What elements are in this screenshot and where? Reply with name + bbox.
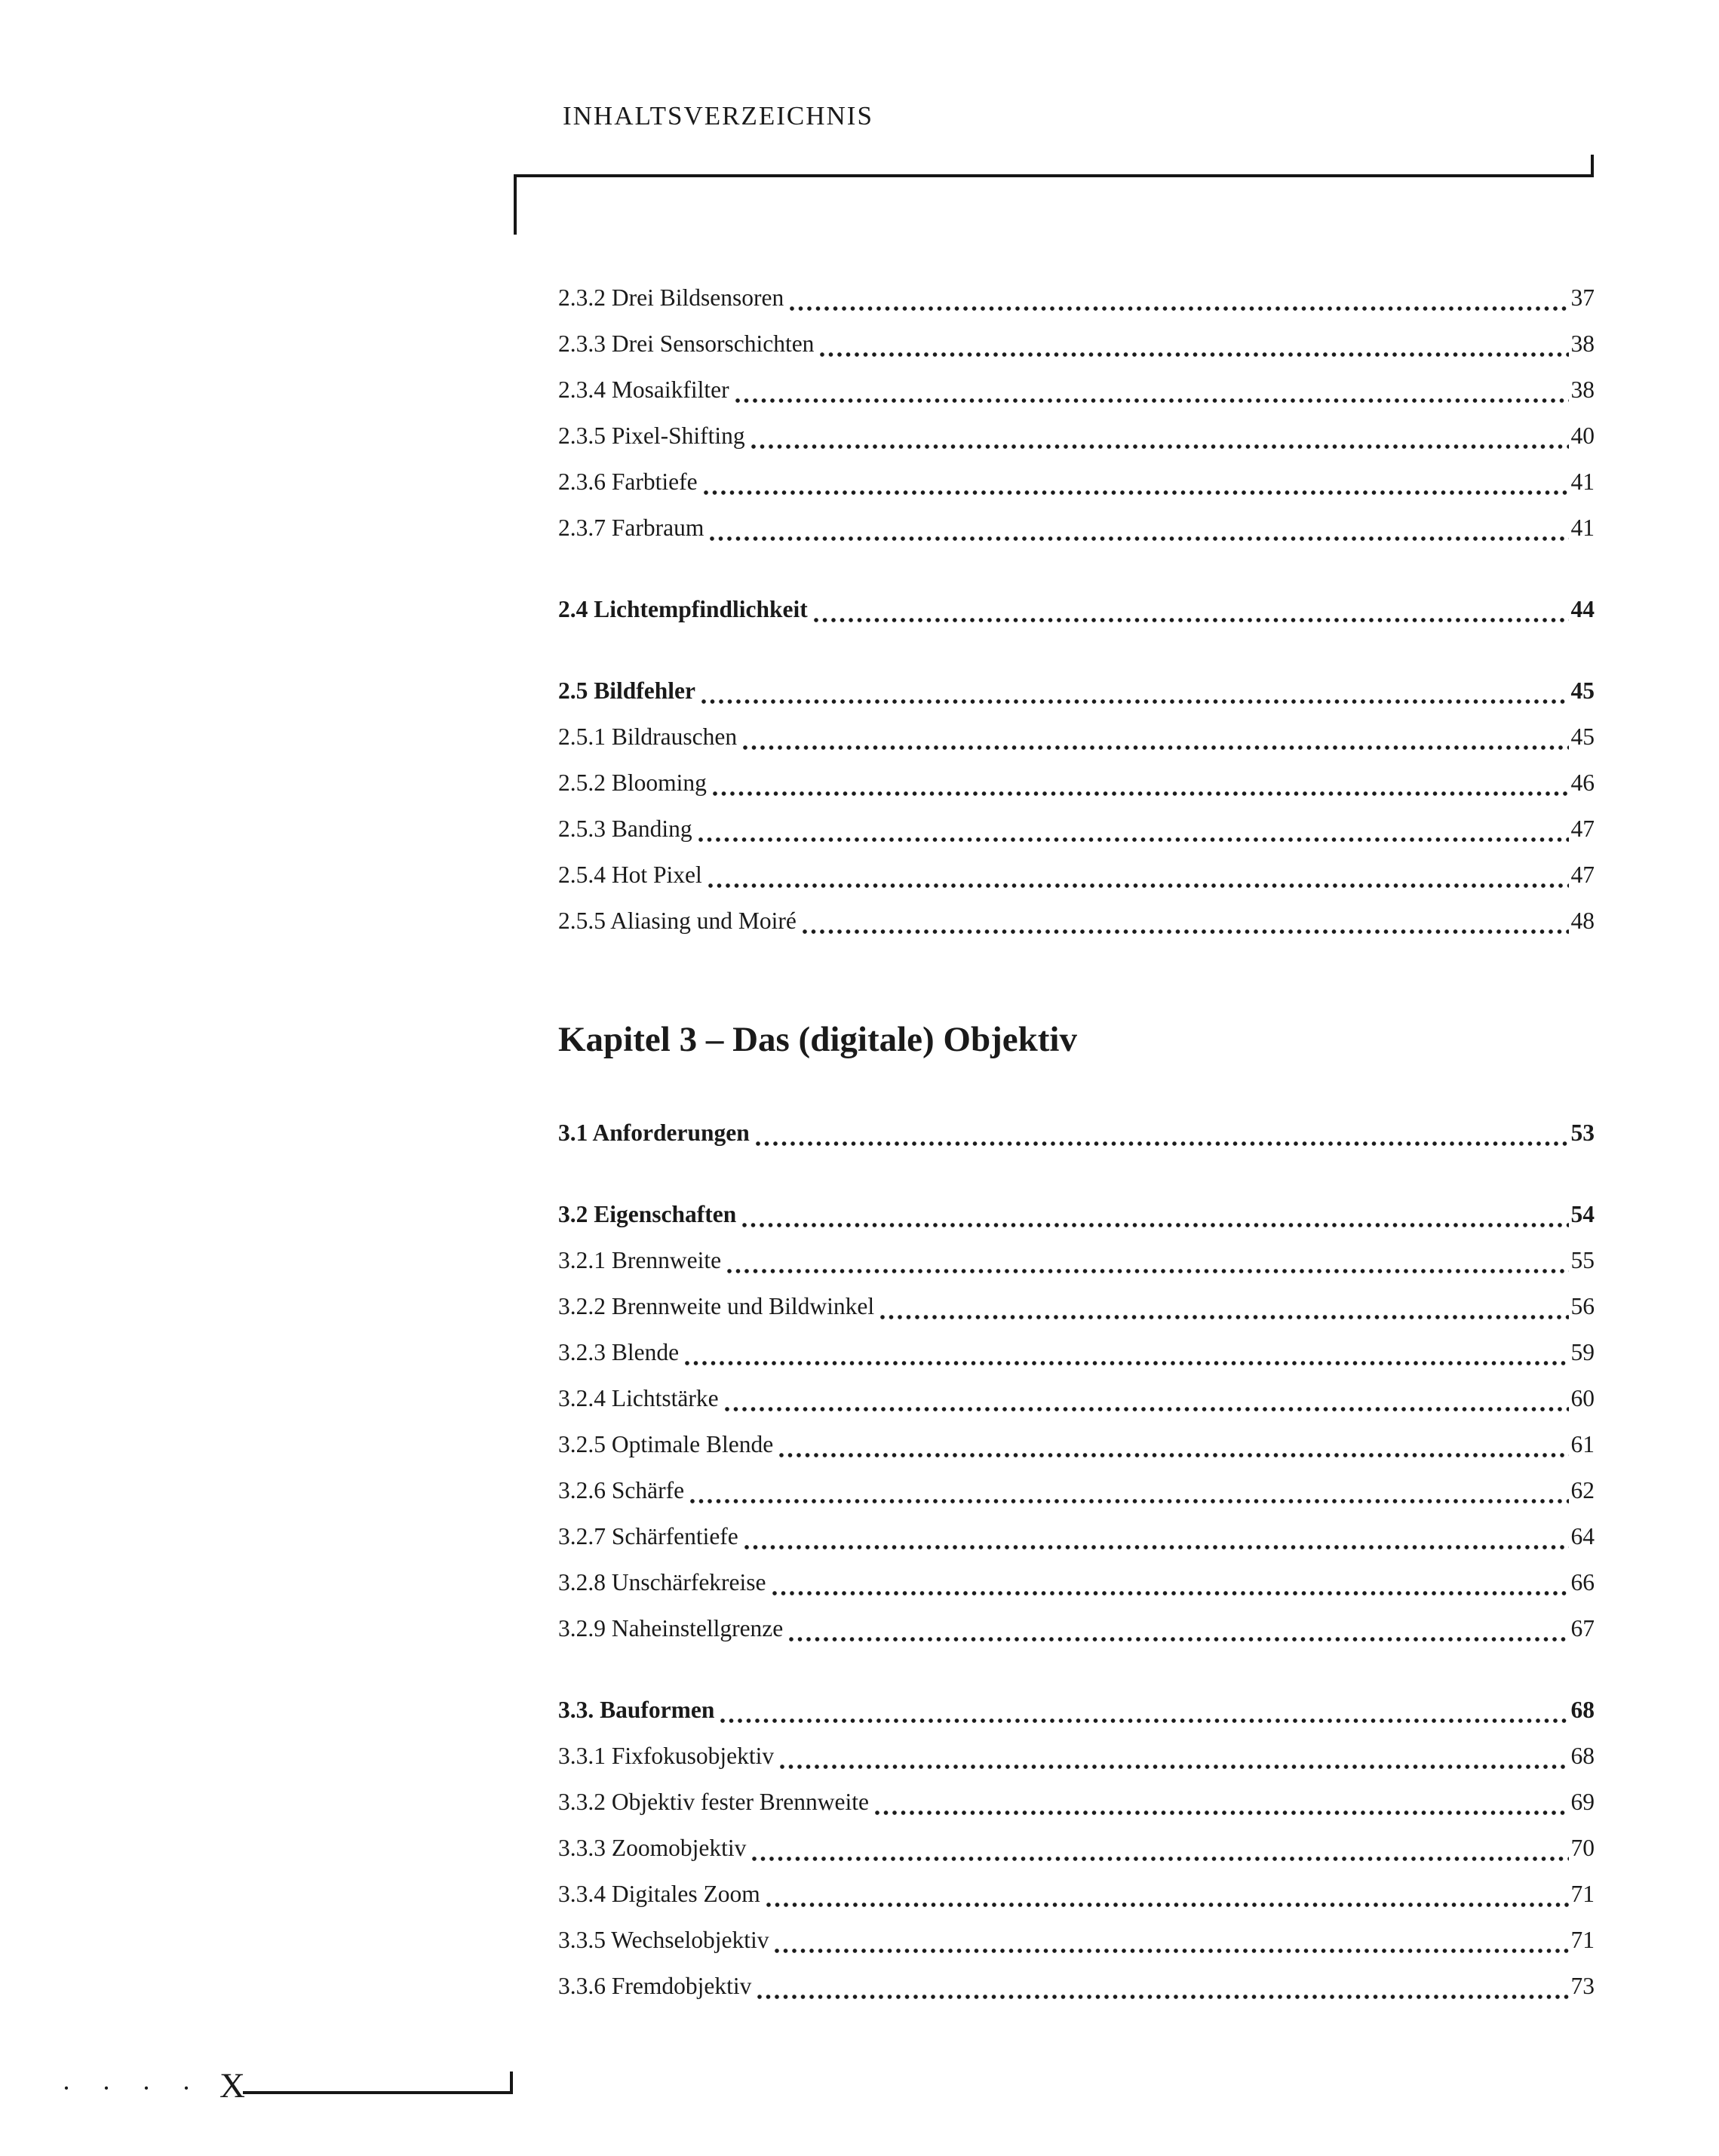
dot-leader [752,1854,1568,1863]
toc-entry-page: 60 [1570,1385,1595,1411]
dot-leader [685,1359,1568,1368]
page-number-roman: X [219,2066,245,2105]
toc-entry [558,1421,1595,1467]
toc-entry-label: 3.2.3 Blende [558,1339,680,1365]
toc-entry-page: 47 [1570,861,1595,888]
toc-entry-page: 62 [1570,1477,1595,1503]
dot-leader [735,396,1569,405]
dot-leader [743,743,1568,752]
toc-entry [558,367,1595,413]
toc-group [558,586,1595,632]
toc-entry [558,1687,1595,1733]
toc-entry [558,806,1595,852]
chapter-heading: Kapitel 3 – Das (digitale) Objektiv [558,1020,1077,1059]
toc-entry-label: 3.2.5 Optimale Blende [558,1431,774,1457]
toc-entry [558,898,1595,944]
toc-entry-label: 3.3.5 Wechselobjektiv [558,1927,769,1953]
toc-entry-label: 3.2.1 Brennweite [558,1247,722,1273]
dot-leader [751,442,1569,451]
toc-entry [558,505,1595,551]
toc-entry-label: 3.3.3 Zoomobjektiv [558,1835,747,1861]
toc-entry [558,321,1595,367]
dot-leader [713,789,1569,798]
toc-entry-label: 3.3.4 Digitales Zoom [558,1881,760,1907]
top-rule-right-tick [1591,155,1594,177]
toc-entry-page: 41 [1570,468,1595,495]
toc-entry [558,1191,1595,1237]
toc-entry [558,1329,1595,1375]
toc-entry [558,1110,1595,1156]
toc-entry [558,1825,1595,1871]
toc-group [558,275,1595,551]
toc-entry-label: 2.3.6 Farbtiefe [558,468,698,495]
toc-entry-page: 61 [1570,1431,1595,1457]
toc-entry-page: 68 [1570,1743,1595,1769]
toc-entry-label: 3.3.1 Fixfokusobjektiv [558,1743,775,1769]
toc-entry-label: 3.3. Bauformen [558,1697,715,1723]
toc-entry-page: 67 [1570,1615,1595,1642]
dot-leader [704,488,1569,497]
toc-group [558,1687,1595,2009]
dot-leader [775,1946,1568,1955]
toc-entry-page: 56 [1570,1293,1595,1319]
toc-group [558,668,1595,944]
toc-entry-label: 3.2.9 Naheinstellgrenze [558,1615,784,1642]
toc-entry-label: 3.2.2 Brennweite und Bildwinkel [558,1293,875,1319]
toc-entry-label: 2.3.3 Drei Sensorschichten [558,330,815,357]
dot-leader [757,1992,1568,2001]
dot-leader [727,1267,1568,1276]
toc-entry-label: 3.1 Anforderungen [558,1119,750,1146]
toc-entry [558,586,1595,632]
toc-entry-page: 59 [1570,1339,1595,1365]
toc-entry [558,1605,1595,1651]
dot-leader [690,1497,1568,1506]
toc-entry-label: 3.3.6 Fremdobjektiv [558,1973,752,1999]
toc-entry-label: 3.2.7 Schärfentiefe [558,1523,738,1549]
dot-leader [814,616,1569,625]
toc-entry-page: 44 [1570,596,1595,622]
dot-leader [766,1900,1569,1909]
toc-entry [558,1779,1595,1825]
toc-entry-page: 47 [1570,815,1595,842]
toc-entry [558,668,1595,714]
dot-leader [820,350,1568,359]
toc-entry-label: 2.5.1 Bildrauschen [558,723,738,750]
toc-entry [558,459,1595,505]
toc-entry-page: 68 [1570,1697,1595,1723]
toc-entry [558,1963,1595,2009]
toc-entry [558,1513,1595,1559]
toc-entry [558,1237,1595,1283]
toc-entry [558,1733,1595,1779]
toc-entry-label: 3.2.4 Lichtstärke [558,1385,719,1411]
toc-entry-page: 38 [1570,376,1595,403]
dot-leader [790,304,1568,313]
dot-leader [803,927,1569,936]
toc-entry-page: 48 [1570,908,1595,934]
toc-entry-label: 3.2.8 Unschärfekreise [558,1569,766,1596]
toc-entry-page: 71 [1570,1881,1595,1907]
dot-leader [701,697,1569,706]
toc-entry-page: 54 [1570,1201,1595,1227]
toc-entry [558,1871,1595,1917]
bottom-rule-right-tick [510,2072,513,2094]
dot-leader [725,1405,1569,1414]
toc-entry [558,1559,1595,1605]
toc-entry-page: 71 [1570,1927,1595,1953]
toc-entry-label: 2.4 Lichtempfindlichkeit [558,596,808,622]
toc-entry-page: 46 [1570,769,1595,796]
top-rule-left-tick [514,174,517,235]
toc-entry [558,852,1595,898]
toc-entry-label: 2.3.7 Farbraum [558,514,704,541]
toc-entry-label: 2.5.2 Blooming [558,769,707,796]
toc-entry [558,275,1595,321]
toc-entry-label: 2.5.5 Aliasing und Moiré [558,908,797,934]
toc-entry-page: 40 [1570,422,1595,449]
dot-leader [720,1716,1568,1725]
toc-entry [558,760,1595,806]
dot-leader [880,1313,1568,1322]
toc-entry-page: 37 [1570,284,1595,311]
toc-entry-page: 73 [1570,1973,1595,1999]
toc-entry-label: 2.5.4 Hot Pixel [558,861,702,888]
dot-leader [698,835,1569,844]
toc-entry-page: 41 [1570,514,1595,541]
table-of-contents [558,275,1595,2009]
toc-group [558,1191,1595,1651]
toc-entry [558,1283,1595,1329]
toc-entry-label: 2.5.3 Banding [558,815,692,842]
toc-entry-page: 55 [1570,1247,1595,1273]
toc-entry-label: 3.2.6 Schärfe [558,1477,685,1503]
toc-entry-page: 38 [1570,330,1595,357]
toc-entry-label: 2.3.4 Mosaikfilter [558,376,729,403]
dot-leader [772,1589,1569,1598]
top-corner-rule [514,174,1594,177]
toc-entry-page: 45 [1570,723,1595,750]
toc-entry-page: 70 [1570,1835,1595,1861]
dot-leader [875,1808,1568,1817]
toc-group [558,1110,1595,1156]
toc-entry [558,413,1595,459]
toc-entry [558,1917,1595,1963]
toc-entry-page: 69 [1570,1789,1595,1815]
dot-leader [789,1635,1568,1644]
toc-entry [558,1375,1595,1421]
dot-leader [780,1762,1568,1771]
toc-entry-label: 2.5 Bildfehler [558,677,695,704]
page-marker-dots: · · · · [62,2073,203,2103]
bottom-corner-rule [243,2091,513,2094]
running-head: INHALTSVERZEICHNIS [563,101,873,131]
dot-leader [742,1221,1568,1230]
dot-leader [710,534,1568,543]
toc-entry-page: 45 [1570,677,1595,704]
dot-leader [756,1139,1569,1148]
toc-entry-label: 2.3.5 Pixel-Shifting [558,422,745,449]
toc-entry-label: 3.3.2 Objektiv fester Brennweite [558,1789,870,1815]
toc-entry-page: 66 [1570,1569,1595,1596]
toc-entry-page: 64 [1570,1523,1595,1549]
toc-entry [558,714,1595,760]
dot-leader [708,881,1569,890]
dot-leader [744,1543,1569,1552]
toc-entry-label: 2.3.2 Drei Bildsensoren [558,284,784,311]
toc-entry-page: 53 [1570,1119,1595,1146]
page-marker [62,2065,245,2106]
toc-entry-label: 3.2 Eigenschaften [558,1201,737,1227]
dot-leader [779,1451,1568,1460]
toc-entry [558,1467,1595,1513]
